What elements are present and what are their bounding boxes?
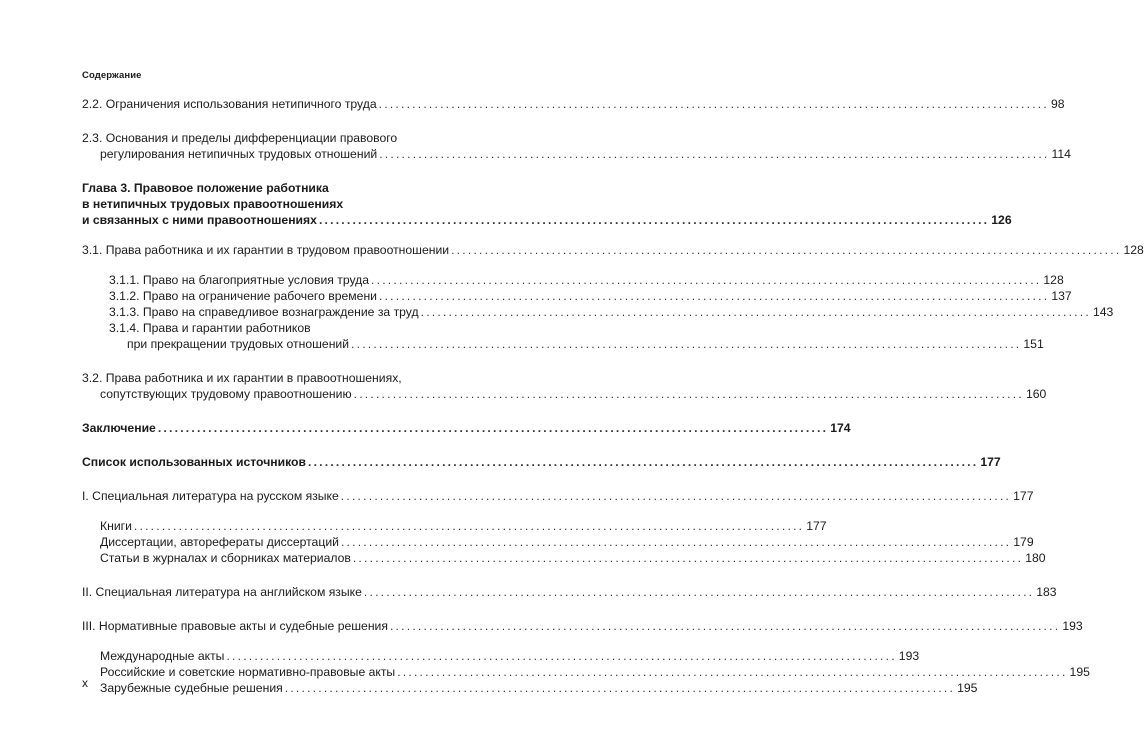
toc-sources-1-articles[interactable] (82, 550, 1046, 566)
leader-dots: ........................................................................................................................ (157, 421, 829, 435)
toc-entry-title: 3.1.3. Право на справедливое вознаграждение за труд (109, 305, 419, 319)
toc-page-number: 195 (1069, 665, 1090, 679)
toc-page-number: 193 (898, 649, 920, 663)
toc-page-number: 174 (830, 421, 851, 435)
leader-dots: ........................................................................................................................ (318, 213, 990, 227)
toc-entry-title: 3.1.2. Право на ограничение рабочего времени (109, 289, 377, 303)
toc-entry-3-1-2[interactable] (82, 288, 1072, 304)
leader-dots: ........................................................................................................................ (378, 289, 1050, 303)
toc-sources-3-international[interactable] (82, 648, 920, 664)
leader-dots: ........................................................................................................................ (363, 585, 1035, 599)
toc-entry-2-2[interactable] (82, 96, 1065, 112)
toc-entry-3-1-3[interactable] (82, 304, 1114, 320)
leader-dots: ........................................................................................................................ (340, 489, 1012, 503)
toc-entry-3-1-4[interactable] (82, 336, 1044, 352)
toc-page-number: 177 (806, 519, 827, 533)
page-folio: x (82, 676, 88, 690)
toc-entry-title: сопутствующих трудовому правоотношению (100, 387, 352, 401)
leader-dots: ........................................................................................................................ (352, 551, 1024, 565)
toc-page-number: 128 (1123, 243, 1144, 257)
leader-dots: ........................................................................................................................ (284, 681, 956, 695)
toc-page-number: 160 (1025, 387, 1047, 401)
toc-entry-title: 3.1.1. Право на благоприятные условия труда (109, 273, 370, 287)
toc-entry-title: и связанных с ними правоотношениях (82, 213, 317, 227)
chapter-3-line1: Глава 3. Правовое положение работника (82, 181, 329, 195)
toc-page-number: 177 (980, 455, 1001, 469)
toc-page-number: 151 (1023, 337, 1044, 351)
toc-conclusion[interactable] (82, 420, 851, 436)
toc-entry-title: III. Нормативные правовые акты и судебные решения (82, 619, 388, 633)
toc-page-number: 195 (957, 681, 978, 695)
toc-page-number: 128 (1043, 273, 1064, 287)
toc-entry-title: Диссертации, авторефераты диссертаций (100, 535, 339, 549)
leader-dots: ........................................................................................................................ (340, 535, 1012, 549)
toc-page-number: 183 (1036, 585, 1057, 599)
toc-entry-title: Заключение (82, 421, 156, 435)
toc-entry-2-3[interactable] (82, 146, 1071, 162)
toc-entry-title: Список использованных источников (82, 455, 306, 469)
leader-dots: ........................................................................................................................ (397, 665, 1068, 679)
leader-dots: ........................................................................................................................ (133, 519, 805, 533)
leader-dots: ........................................................................................................................ (308, 455, 979, 469)
toc-page-number: 193 (1062, 619, 1083, 633)
toc-page-number: 179 (1013, 535, 1034, 549)
chapter-3-line2: в нетипичных трудовых правоотношениях (82, 197, 344, 211)
toc-entry-title: регулирования нетипичных трудовых отношений (100, 147, 378, 161)
toc-entry-3-1-1[interactable] (82, 272, 1064, 288)
toc-entry-title: Международные акты (100, 649, 225, 663)
running-head: Содержание (82, 70, 142, 81)
toc-entry-3-2[interactable] (82, 386, 1047, 402)
toc-entry-title: 2.2. Ограничения использования нетипичного труда (82, 97, 377, 111)
leader-dots: ........................................................................................................................ (389, 619, 1061, 633)
toc-page-number: 98 (1050, 97, 1065, 111)
leader-dots: ........................................................................................................................ (379, 147, 1050, 161)
toc-entry-title: при прекращении трудовых отношений (127, 337, 350, 351)
toc-entry-title: Книги (100, 519, 132, 533)
toc-entry-title: Российские и советские нормативно-правовые акты (100, 665, 396, 679)
toc-page-number: 177 (1013, 489, 1034, 503)
toc-entry-3-1[interactable] (82, 242, 1144, 258)
leader-dots: ........................................................................................................................ (371, 273, 1042, 287)
toc-entry-title: 3.1. Права работника и их гарантии в трудовом правоотношении (82, 243, 450, 257)
toc-page-number: 180 (1025, 551, 1046, 565)
toc-entry-title: II. Специальная литература на английском языке (82, 585, 362, 599)
toc-page-number: 126 (991, 213, 1012, 227)
toc-sources[interactable] (82, 454, 1001, 470)
toc-entry-title: I. Специальная литература на русском языке (82, 489, 339, 503)
toc-entry-title: Статьи в журналах и сборниках материалов (100, 551, 351, 565)
leader-dots: ........................................................................................................................ (353, 387, 1024, 401)
leader-dots: ........................................................................................................................ (226, 649, 897, 663)
toc-entry-2-3-line1: 2.3. Основания и пределы дифференциации правового (82, 131, 398, 145)
toc-sources-3-russian[interactable] (82, 664, 1090, 680)
toc-chapter-3[interactable] (82, 212, 1012, 228)
toc-sources-1[interactable] (82, 488, 1034, 504)
toc-page-number: 114 (1051, 147, 1071, 161)
toc-sources-3-foreign[interactable] (82, 680, 978, 696)
toc-sources-1-dissertations[interactable] (82, 534, 1034, 550)
toc-entry-title: Зарубежные судебные решения (100, 681, 283, 695)
table-of-contents (82, 96, 1144, 696)
toc-sources-2[interactable] (82, 584, 1057, 600)
toc-page-number: 137 (1051, 289, 1072, 303)
leader-dots: ........................................................................................................................ (451, 243, 1122, 257)
toc-entry-3-1-4-line1: 3.1.4. Права и гарантии работников (109, 321, 311, 335)
leader-dots: ........................................................................................................................ (420, 305, 1091, 319)
leader-dots: ........................................................................................................................ (378, 97, 1049, 111)
toc-entry-3-2-line1: 3.2. Права работника и их гарантии в правоотношениях, (82, 371, 402, 385)
toc-sources-1-books[interactable] (82, 518, 827, 534)
toc-page-number: 143 (1092, 305, 1114, 319)
toc-sources-3[interactable] (82, 618, 1083, 634)
leader-dots: ........................................................................................................................ (351, 337, 1022, 351)
